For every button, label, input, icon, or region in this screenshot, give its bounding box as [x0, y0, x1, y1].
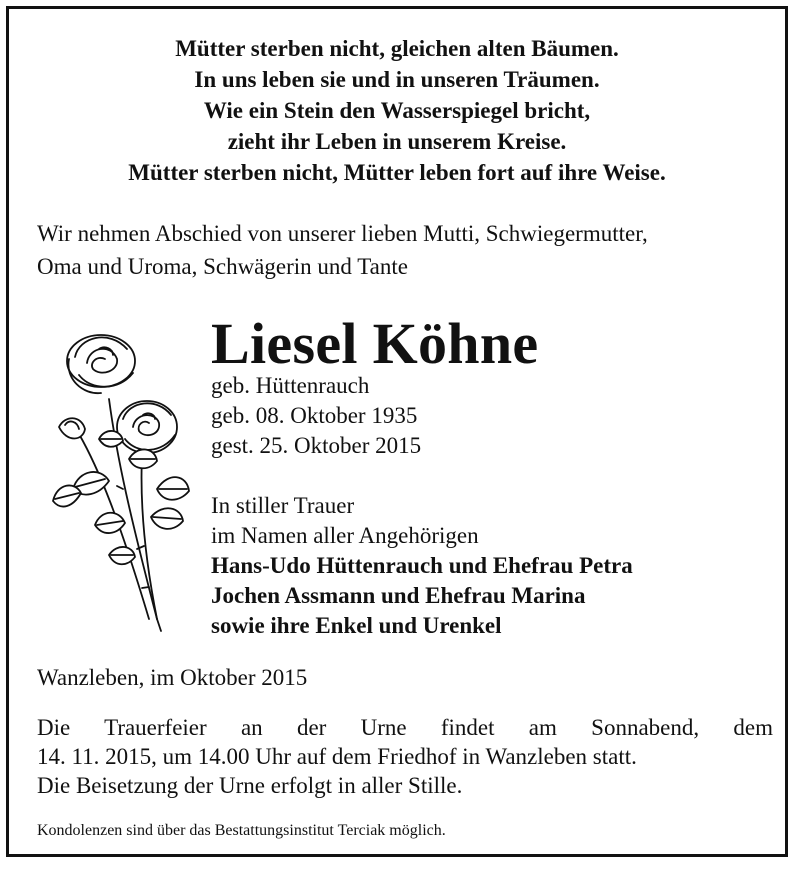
- intro-line: Wir nehmen Abschied von unserer lieben Mutti, Schwiegermutter,: [37, 221, 648, 246]
- deceased-name: Liesel Köhne: [211, 311, 539, 376]
- mourning-line: In stiller Trauer: [211, 493, 355, 518]
- service-line: Die Trauerfeier an der Urne findet am Sonnabend, dem: [37, 715, 773, 740]
- condolence-note: Kondolenzen sind über das Bestattungsinstitut Terciak möglich.: [37, 822, 446, 839]
- poem-line: Mütter sterben nicht, Mütter leben fort auf ihre Weise.: [128, 160, 666, 185]
- poem-line: Mütter sterben nicht, gleichen alten Bäumen.: [175, 36, 619, 61]
- poem: [19, 33, 775, 188]
- life-dates: [211, 371, 421, 461]
- family-member: sowie ihre Enkel und Urenkel: [211, 613, 502, 638]
- family-member: Jochen Assmann und Ehefrau Marina: [211, 583, 586, 608]
- place-date: Wanzleben, im Oktober 2015: [37, 665, 308, 690]
- obituary-notice: [6, 6, 788, 857]
- farewell-intro: [37, 217, 769, 283]
- funeral-service-info: [37, 713, 773, 800]
- family-member: Hans-Udo Hüttenrauch und Ehefrau Petra: [211, 553, 633, 578]
- roses-icon: [39, 319, 199, 639]
- death-date: gest. 25. Oktober 2015: [211, 433, 422, 458]
- service-line: Die Beisetzung der Urne erfolgt in aller Stille.: [37, 773, 463, 798]
- maiden-name: geb. Hüttenrauch: [211, 373, 370, 398]
- intro-line: Oma und Uroma, Schwägerin und Tante: [37, 254, 408, 279]
- poem-line: Wie ein Stein den Wasserspiegel bricht,: [203, 98, 591, 123]
- birth-date: geb. 08. Oktober 1935: [211, 403, 418, 428]
- relatives-line: im Namen aller Angehörigen: [211, 523, 479, 548]
- mourners: [211, 491, 633, 641]
- poem-line: In uns leben sie und in unseren Träumen.: [194, 67, 600, 92]
- service-line: 14. 11. 2015, um 14.00 Uhr auf dem Friedhof in Wanzleben statt.: [37, 744, 637, 769]
- poem-line: zieht ihr Leben in unserem Kreise.: [227, 129, 567, 154]
